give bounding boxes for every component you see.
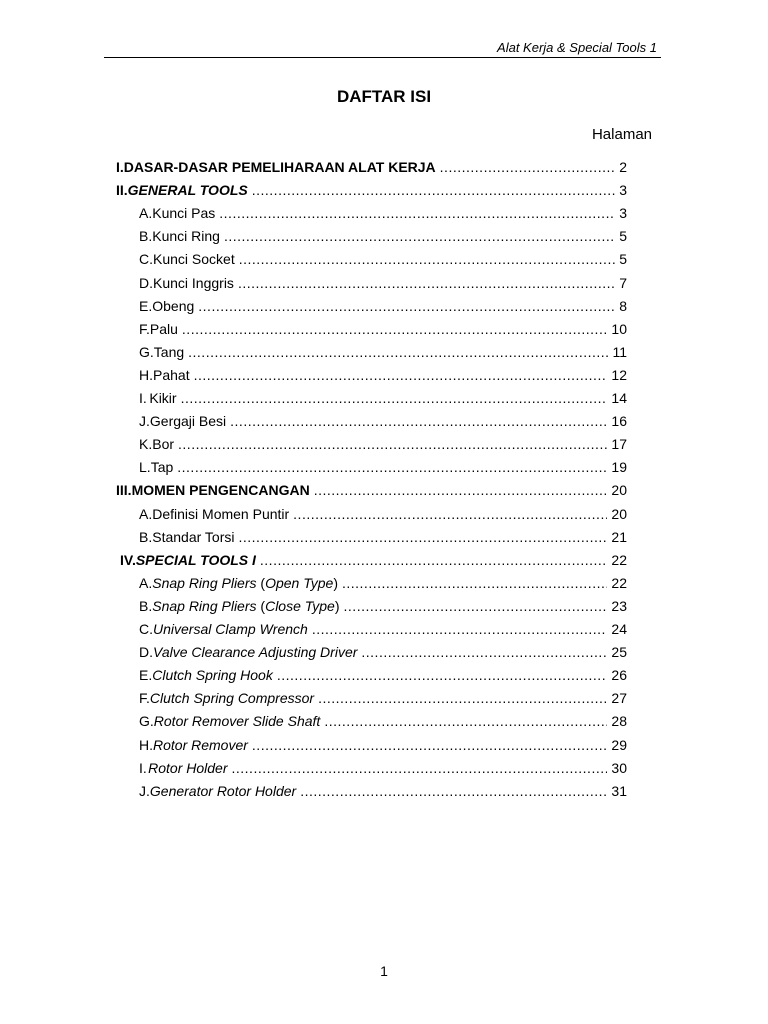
toc-entry-page: 14 — [611, 390, 627, 406]
toc-entry-title: Rotor Remover — [153, 736, 248, 753]
toc-entry-title-part: ) — [334, 597, 340, 614]
toc-entry-page: 29 — [611, 736, 627, 753]
toc-entry-number: C. — [139, 621, 153, 637]
toc-entry-page: 5 — [619, 251, 627, 268]
dot-leader — [252, 734, 608, 757]
toc-entry[interactable] — [139, 618, 627, 641]
toc-entry-number: F. — [139, 320, 150, 337]
toc-entry[interactable] — [139, 687, 627, 710]
dot-leader — [342, 572, 607, 595]
toc-entry-number: J. — [139, 782, 150, 799]
toc-entry[interactable] — [120, 549, 627, 572]
toc-entry-number: K. — [139, 436, 153, 453]
toc-entry[interactable] — [139, 734, 627, 757]
toc-entry-title: Kunci Socket — [153, 251, 235, 268]
toc-entry-number: B. — [139, 528, 153, 545]
running-header — [104, 40, 661, 58]
toc-entry-page: 10 — [611, 320, 627, 337]
toc-entry-page: 3 — [619, 205, 627, 222]
dot-leader — [312, 618, 608, 641]
toc-entry-number: A. — [139, 574, 153, 591]
toc-entry[interactable] — [139, 295, 627, 318]
toc-entry[interactable] — [116, 479, 627, 502]
dot-leader — [293, 503, 607, 526]
toc-entry[interactable] — [139, 225, 627, 248]
toc-entry[interactable] — [139, 248, 627, 271]
dot-leader — [300, 780, 607, 803]
toc-entry[interactable] — [139, 710, 627, 733]
dot-leader — [188, 341, 608, 364]
toc-entry-title-part: ( — [256, 597, 266, 614]
toc-entry-title: Rotor Remover Slide Shaft — [153, 713, 321, 730]
toc-entry[interactable] — [139, 410, 627, 433]
toc-entry-page: 21 — [611, 528, 627, 545]
toc-entry-number: I. — [139, 390, 147, 406]
toc-entry[interactable] — [139, 456, 627, 479]
toc-entry[interactable] — [139, 202, 627, 225]
toc-entry[interactable] — [116, 179, 627, 202]
toc-entry-number: III. — [116, 482, 132, 499]
toc-entry-title: Definisi Momen Puntir — [152, 505, 290, 522]
toc-entry-title-part: Snap Ring Pliers — [152, 574, 257, 591]
toc-entry-number: A. — [139, 205, 153, 222]
dot-leader — [314, 479, 608, 502]
toc-entry[interactable] — [139, 757, 627, 780]
dot-leader — [238, 272, 615, 295]
page-column-label: Halaman — [591, 126, 652, 143]
page-number: 1 — [380, 963, 388, 979]
toc-entry-title: Kunci Pas — [152, 205, 216, 222]
toc-entry-title: Clutch Spring Hook — [152, 667, 273, 684]
page-title: DAFTAR ISI — [336, 87, 432, 106]
toc-entry-title: Palu — [149, 320, 178, 337]
toc-entry[interactable] — [139, 433, 627, 456]
toc-entry-title-part: Open Type — [265, 574, 334, 591]
toc-entry-title: Bor — [152, 436, 175, 453]
toc-entry[interactable] — [139, 503, 627, 526]
toc-entry-number: A. — [139, 505, 153, 522]
toc-entry-number: G. — [139, 713, 154, 730]
toc-entry-title — [152, 595, 339, 618]
dot-leader — [252, 179, 615, 202]
dot-leader — [239, 248, 615, 271]
toc-entry-title: SPECIAL TOOLS I — [135, 551, 256, 568]
dot-leader — [198, 295, 615, 318]
toc-entry-number: H. — [139, 366, 153, 383]
dot-leader — [260, 549, 608, 572]
toc-entry[interactable] — [139, 780, 627, 803]
toc-entry-title-part: ) — [333, 574, 338, 591]
toc-entry-page: 22 — [611, 574, 627, 591]
toc-entry-page: 24 — [611, 621, 627, 637]
toc-entry-number: E. — [139, 667, 153, 684]
toc-entry-page: 20 — [611, 505, 627, 522]
toc-entry-page: 20 — [611, 482, 627, 499]
toc-entry-page: 2 — [619, 159, 627, 175]
dot-leader — [324, 710, 607, 733]
dot-leader — [440, 156, 616, 179]
toc-entry-number: G. — [139, 343, 154, 360]
toc-entry-number: C. — [139, 251, 153, 268]
toc-entry-number: B. — [139, 597, 153, 614]
toc-entry[interactable] — [116, 156, 627, 179]
running-title: Alat Kerja & Special Tools 1 — [497, 40, 657, 55]
dot-leader — [224, 225, 615, 248]
toc-entry-page: 19 — [611, 459, 627, 476]
toc-entry-title: Pahat — [153, 366, 190, 383]
toc-entry[interactable] — [139, 664, 627, 687]
toc-entry-number: H. — [139, 736, 153, 753]
dot-leader — [177, 456, 607, 479]
dot-leader — [344, 595, 608, 618]
toc-entry-page: 5 — [619, 228, 627, 245]
toc-entry-title: Gergaji Besi — [149, 413, 227, 430]
toc-entry-title: Kunci Inggris — [153, 274, 234, 291]
toc-entry-title: Kikir — [149, 390, 177, 406]
dot-leader — [178, 433, 607, 456]
toc-entry-title: Valve Clearance Adjusting Driver — [153, 644, 358, 661]
toc-entry[interactable] — [139, 595, 627, 618]
dot-leader — [181, 387, 608, 410]
toc-entry[interactable] — [139, 318, 627, 341]
toc-entry-number: E. — [139, 297, 153, 314]
dot-leader — [230, 410, 607, 433]
toc-entry-page: 17 — [611, 436, 627, 453]
dot-leader — [232, 757, 608, 780]
toc-entry[interactable] — [139, 364, 627, 387]
dot-leader — [182, 318, 608, 341]
toc-entry-page: 8 — [619, 297, 627, 314]
toc-entry-title: MOMEN PENGENCANGAN — [131, 482, 310, 499]
toc-entry-title: Rotor Holder — [148, 759, 228, 776]
toc-entry-title: GENERAL TOOLS — [127, 182, 248, 199]
toc-entry-title: Tap — [150, 459, 174, 476]
toc-entry-title: Standar Torsi — [152, 528, 235, 545]
toc-entry-number: I. — [139, 759, 147, 776]
dot-leader — [318, 687, 607, 710]
toc-entry-page: 22 — [611, 551, 627, 568]
toc-entry[interactable] — [139, 526, 627, 549]
toc-entry-page: 12 — [611, 366, 627, 383]
toc-entry-title: Tang — [153, 343, 185, 360]
dot-leader — [219, 202, 615, 225]
toc-entry[interactable] — [139, 572, 627, 595]
toc-entry[interactable] — [139, 341, 627, 364]
toc-entry-number: II. — [116, 182, 128, 199]
toc-entry-page: 7 — [619, 274, 627, 291]
toc-entry-page: 23 — [611, 597, 627, 614]
toc-entry-page: 11 — [612, 343, 627, 360]
toc-entry[interactable] — [139, 387, 627, 410]
toc-entry-page: 30 — [611, 759, 627, 776]
toc-entry-number: D. — [139, 644, 153, 661]
toc-entry-title: Clutch Spring Compressor — [149, 690, 315, 707]
toc-entry-title-part: Snap Ring Pliers — [152, 597, 257, 614]
toc-entry-number: B. — [139, 228, 153, 245]
toc-entry[interactable] — [139, 641, 627, 664]
toc-entry-page: 26 — [611, 667, 627, 684]
toc-entry-title: Generator Rotor Holder — [149, 782, 297, 799]
toc-entry-number: J. — [139, 413, 150, 430]
dot-leader — [194, 364, 608, 387]
toc-entry-title: DASAR-DASAR PEMELIHARAAN ALAT KERJA — [123, 159, 436, 175]
toc-entry-page: 28 — [611, 713, 627, 730]
toc-entry-number: I. — [116, 159, 124, 175]
toc-entry-title: Kunci Ring — [152, 228, 220, 245]
dot-leader — [238, 526, 607, 549]
dot-leader — [361, 641, 607, 664]
toc-entry-title: Universal Clamp Wrench — [153, 621, 308, 637]
toc-entry-title — [152, 572, 338, 595]
toc-entry-number: IV. — [120, 551, 136, 568]
toc-entry-title-part: ( — [256, 574, 266, 591]
toc-entry-title: Obeng — [152, 297, 195, 314]
dot-leader — [277, 664, 608, 687]
toc-entry-page: 25 — [611, 644, 627, 661]
toc-entry-number: F. — [139, 690, 150, 707]
toc-entry[interactable] — [139, 272, 627, 295]
toc-entry-page: 27 — [611, 690, 627, 707]
toc-entry-page: 31 — [611, 782, 627, 799]
toc-entry-page: 16 — [611, 413, 627, 430]
toc-entry-number: L. — [139, 459, 151, 476]
toc-entry-number: D. — [139, 274, 153, 291]
toc-entry-title-part: Close Type — [265, 597, 335, 614]
toc-entry-page: 3 — [619, 182, 627, 199]
